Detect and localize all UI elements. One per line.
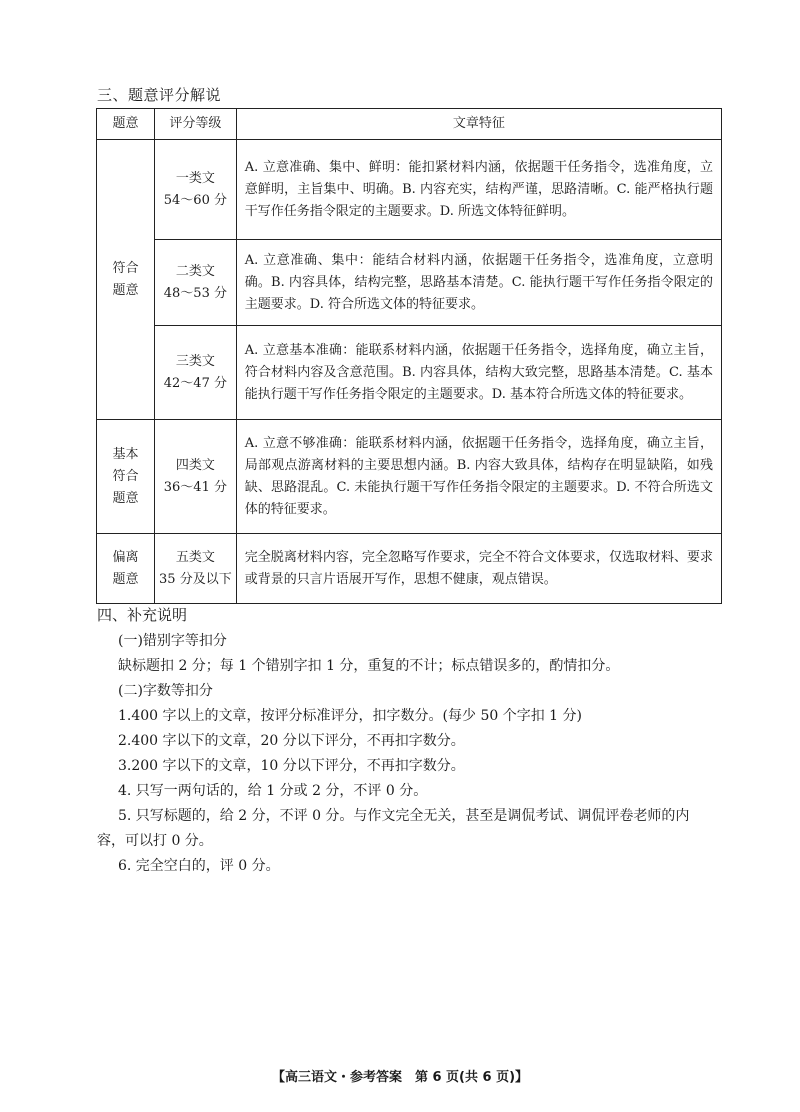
typo-rule-text: 缺标题扣 2 分；每 1 个错别字扣 1 分，重复的不计；标点错误多的，酌情扣分。 <box>118 658 620 674</box>
table-row <box>97 140 722 240</box>
feature-cell: A. 立意不够准确：能联系材料内涵，依据题干任务指令，选择角度，确立主旨，局部观点游离材料的主要思想内涵。B. 内容大致具体，结构存在明显缺陷，如残缺、思路混乱。C. 未能执行题干写作任务指令限定的主题要求。D. 不符合所选文体的特征要求。 <box>236 420 721 534</box>
rule-item: 5. 只写标题的，给 2 分，不评 0 分。与作文完全无关，甚至是调侃考试、调侃评卷老师的内 <box>118 808 690 824</box>
subsection-wordcount-title: (二)字数等扣分 <box>118 683 213 699</box>
category-cell: 偏离 题意 <box>97 534 155 604</box>
rule-item: 4. 只写一两句话的，给 1 分或 2 分，不评 0 分。 <box>118 783 428 799</box>
rule-item: 6. 完全空白的，评 0 分。 <box>118 858 280 874</box>
category-cell: 符合 题意 <box>97 140 155 420</box>
table-row <box>97 326 722 420</box>
header-features: 文章特征 <box>236 109 721 140</box>
grade-cell: 一类文 54～60 分 <box>154 140 236 240</box>
grade-cell: 四类文 36～41 分 <box>154 420 236 534</box>
grade-cell: 二类文 48～53 分 <box>154 240 236 326</box>
rule-item-continued: 容，可以打 0 分。 <box>97 833 213 849</box>
header-topic: 题意 <box>97 109 155 140</box>
table-row <box>97 534 722 604</box>
feature-cell: 完全脱离材料内容，完全忽略写作要求，完全不符合文体要求，仅选取材料、要求或背景的只言片语展开写作，思想不健康，观点错误。 <box>236 534 721 604</box>
feature-cell: A. 立意准确、集中：能结合材料内涵，依据题干任务指令，选准角度，立意明确。B. 内容具体，结构完整，思路基本清楚。C. 能执行题干写作任务指令限定的主题要求。D. 符合所选文体的特征要求。 <box>236 240 721 326</box>
rule-item: 3.200 字以下的文章，10 分以下评分，不再扣字数分。 <box>118 758 465 774</box>
rule-item: 2.400 字以下的文章，20 分以下评分，不再扣字数分。 <box>118 733 465 749</box>
header-grade: 评分等级 <box>154 109 236 140</box>
table-row <box>97 420 722 534</box>
page-footer: 【高三语文・参考答案 第 6 页(共 6 页)】 <box>271 1070 529 1085</box>
section-3-title: 三、题意评分解说 <box>97 86 222 104</box>
rule-item: 1.400 字以上的文章，按评分标准评分，扣字数分。(每少 50 个字扣 1 分) <box>118 708 582 724</box>
table-header-row <box>97 109 722 140</box>
grading-table <box>96 108 722 604</box>
grade-cell: 五类文 35 分及以下 <box>154 534 236 604</box>
feature-cell: A. 立意准确、集中、鲜明：能扣紧材料内涵，依据题干任务指令，选准角度，立意鲜明，主旨集中、明确。B. 内容充实，结构严谨，思路清晰。C. 能严格执行题干写作任务指令限定的主题要求。D. 所选文体特征鲜明。 <box>236 140 721 240</box>
table-row <box>97 240 722 326</box>
feature-cell: A. 立意基本准确：能联系材料内涵，依据题干任务指令，选择角度，确立主旨，符合材料内容及含意范围。B. 内容具体，结构大致完整，思路基本清楚。C. 基本能执行题干写作任务指令限定的主题要求。D. 基本符合所选文体的特征要求。 <box>236 326 721 420</box>
section-4-title: 四、补充说明 <box>97 606 188 624</box>
subsection-typo-title: (一)错别字等扣分 <box>118 633 227 649</box>
grade-cell: 三类文 42～47 分 <box>154 326 236 420</box>
category-cell: 基本 符合 题意 <box>97 420 155 534</box>
